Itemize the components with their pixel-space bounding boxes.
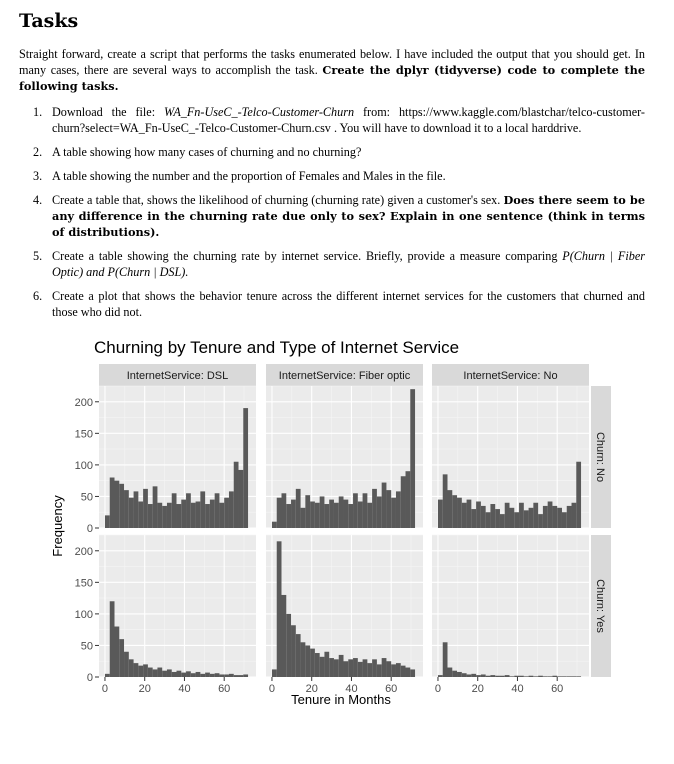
histogram-bar	[320, 496, 325, 528]
task-number: 4.	[33, 193, 43, 207]
x-tick-label: 40	[511, 683, 524, 695]
histogram-bar	[576, 676, 581, 677]
histogram-bar	[401, 476, 406, 528]
histogram-bar	[396, 663, 401, 677]
histogram-bar	[124, 652, 129, 677]
task-item-4	[19, 192, 645, 240]
histogram-bar	[291, 625, 296, 677]
histogram-bar	[186, 493, 191, 528]
histogram-bar	[129, 498, 134, 528]
histogram-bar	[344, 661, 349, 677]
histogram-bar	[524, 510, 529, 528]
histogram-bar	[234, 462, 239, 528]
histogram-bar	[572, 676, 577, 677]
x-tick-label: 60	[218, 683, 231, 695]
y-tick-label: 100	[74, 459, 93, 472]
file-name: WA_Fn-UseC_-Telco-Customer-Churn	[164, 105, 355, 119]
histogram-bar	[143, 664, 148, 677]
histogram-bar	[490, 675, 495, 677]
x-tick-label: 20	[305, 683, 318, 695]
histogram-bar	[277, 541, 282, 677]
histogram-bar	[505, 503, 510, 528]
histogram-bar	[153, 486, 158, 528]
y-tick-label: 150	[74, 577, 93, 590]
x-tick-label: 20	[138, 683, 151, 695]
y-tick-label: 50	[80, 491, 93, 504]
histogram-bar	[153, 669, 158, 677]
histogram-bar	[438, 500, 443, 528]
facet-strip-label: Churn: No	[594, 431, 606, 483]
histogram-bar	[162, 671, 167, 677]
x-tick-label: 0	[268, 683, 276, 695]
histogram-bar	[172, 672, 177, 677]
histogram-bar	[490, 504, 495, 528]
histogram-bar	[452, 671, 457, 677]
intro-paragraph	[19, 46, 645, 94]
histogram-bar	[543, 676, 548, 677]
task-text: A table showing how many cases of churning and no churning?	[52, 145, 362, 159]
task-number: 3.	[33, 169, 43, 183]
histogram-bar	[505, 675, 510, 677]
histogram-bar	[200, 491, 205, 528]
task-text: Create a plot that shows the behavior tenure across the different internet services for the customers that churned and those who did not.	[52, 289, 645, 319]
histogram-bar	[181, 673, 186, 677]
task-text: Create a table that, shows the likelihood of churning (churning rate) given a customer's sex.	[52, 193, 501, 207]
task-bold-question: Does there seem to be any difference in the churning rate due only to sex? Explain in one sentence (think in terms of distributions).	[52, 193, 646, 239]
histogram-bar	[543, 506, 548, 528]
histogram-bar	[562, 676, 567, 677]
histogram-bar	[315, 653, 320, 677]
chart-title: Churning by Tenure and Type of Internet Service	[94, 338, 460, 357]
histogram-bar	[557, 676, 562, 677]
task-item-3	[19, 168, 645, 184]
probability-expression: P(Churn | Fiber Optic) and P(Churn | DSL).	[52, 249, 646, 279]
histogram-bar	[119, 484, 124, 528]
histogram-bar	[514, 676, 519, 677]
histogram-bar	[234, 675, 239, 677]
histogram-bar	[148, 668, 153, 677]
histogram-bar	[377, 496, 382, 528]
histogram-bar	[500, 514, 505, 528]
histogram-bar	[191, 673, 196, 677]
histogram-bar	[224, 674, 229, 677]
histogram-bar	[172, 493, 177, 528]
histogram-bar	[363, 659, 368, 677]
page-title: Tasks	[19, 10, 79, 32]
y-tick-label: 0	[86, 523, 93, 535]
histogram-bar	[391, 664, 396, 677]
x-tick-label: 40	[345, 683, 358, 695]
histogram-bar	[462, 503, 467, 528]
histogram-bar	[567, 506, 572, 528]
task-number: 2.	[33, 145, 43, 159]
histogram-bar	[205, 504, 210, 528]
histogram-bar	[533, 503, 538, 528]
histogram-bar	[219, 674, 224, 677]
histogram-bar	[529, 676, 534, 677]
histogram-bar	[224, 498, 229, 528]
histogram-bar	[157, 503, 162, 528]
y-tick-label: 150	[74, 428, 93, 441]
download-url-text: from: https://www.kaggle.com/blastchar/telco-customer-churn?select=WA_Fn-UseC_-Telco-Customer-Churn.csv . You will have to download it to a local harddrive.	[52, 105, 645, 135]
histogram-bar	[239, 675, 244, 677]
histogram-bar	[210, 500, 215, 528]
histogram-bar	[324, 652, 329, 677]
histogram-bar	[157, 668, 162, 677]
histogram-bar	[576, 462, 581, 528]
histogram-bar	[215, 673, 220, 677]
histogram-bar	[386, 490, 391, 528]
histogram-bar	[291, 500, 296, 528]
histogram-bar	[196, 501, 201, 528]
histogram-bar	[471, 674, 476, 677]
y-tick-label: 0	[86, 672, 93, 684]
histogram-bar	[552, 676, 557, 677]
histogram-bar	[486, 676, 491, 677]
histogram-bar	[124, 490, 129, 528]
histogram-bar	[310, 649, 315, 677]
task-text: Create a table showing the churning rate by internet service. Briefly, provide a measure comparing	[52, 249, 558, 263]
histogram-bar	[229, 491, 234, 528]
histogram-bar	[148, 504, 153, 528]
histogram-bar	[272, 669, 277, 677]
task-number: 5.	[33, 249, 43, 263]
histogram-bar	[448, 668, 453, 677]
histogram-bar	[215, 493, 220, 528]
histogram-bar	[514, 512, 519, 528]
histogram-bar	[205, 673, 210, 677]
histogram-bar	[110, 601, 115, 677]
x-axis-label: Tenure in Months	[291, 692, 391, 707]
facet-panels	[75, 364, 611, 695]
facet-strip-label: Churn: Yes	[594, 579, 606, 633]
histogram-bar	[219, 503, 224, 528]
histogram-bar	[406, 471, 411, 528]
histogram-bar	[181, 500, 186, 528]
histogram-bar	[119, 639, 124, 677]
histogram-bar	[363, 493, 368, 528]
histogram-bar	[353, 493, 358, 528]
x-tick-label: 0	[434, 683, 442, 695]
y-tick-label: 200	[74, 396, 93, 409]
histogram-bar	[391, 498, 396, 528]
histogram-bar	[462, 673, 467, 677]
y-tick-label: 100	[74, 608, 93, 621]
y-axis-label: Frequency	[50, 495, 65, 557]
histogram-bar	[353, 658, 358, 677]
histogram-bar	[367, 663, 372, 677]
histogram-bar	[329, 500, 334, 528]
histogram-bar	[538, 676, 543, 677]
histogram-bar	[191, 503, 196, 528]
histogram-bar	[115, 481, 120, 528]
histogram-bar	[562, 512, 567, 528]
histogram-bar	[320, 657, 325, 677]
histogram-bar	[495, 509, 500, 528]
histogram-bar	[510, 508, 515, 528]
histogram-bar	[301, 508, 306, 528]
histogram-bar	[129, 659, 134, 677]
histogram-bar	[229, 674, 234, 677]
histogram-bar	[457, 498, 462, 528]
histogram-bar	[243, 674, 248, 677]
facet-strip-label: InternetService: No	[463, 370, 558, 382]
histogram-bar	[519, 676, 524, 677]
histogram-bar	[177, 671, 182, 677]
histogram-bar	[243, 408, 248, 528]
histogram-bar	[272, 522, 277, 528]
histogram-bar	[310, 501, 315, 528]
histogram-bar	[286, 614, 291, 677]
x-tick-label: 40	[178, 683, 191, 695]
histogram-bar	[329, 658, 334, 677]
histogram-bar	[486, 512, 491, 528]
histogram-bar	[305, 495, 310, 528]
task-number: 6.	[33, 289, 43, 303]
task-text: Download the file:	[52, 105, 165, 119]
histogram-bar	[467, 674, 472, 677]
x-tick-label: 20	[471, 683, 484, 695]
histogram-bar	[410, 669, 415, 677]
histogram-bar	[162, 506, 167, 528]
histogram-bar	[476, 501, 481, 528]
histogram-bar	[519, 503, 524, 528]
x-tick-label: 0	[101, 683, 109, 695]
histogram-bar	[452, 495, 457, 528]
histogram-bar	[239, 470, 244, 528]
histogram-bar	[448, 490, 453, 528]
facet-histogram-chart	[40, 336, 620, 716]
histogram-bar	[138, 666, 143, 677]
y-tick-label: 200	[74, 545, 93, 558]
histogram-bar	[200, 674, 205, 677]
histogram-bar	[196, 672, 201, 677]
histogram-bar	[382, 658, 387, 677]
histogram-bar	[500, 676, 505, 677]
histogram-bar	[358, 662, 363, 677]
histogram-bar	[443, 642, 448, 677]
panel-background	[432, 535, 589, 677]
histogram-bar	[143, 489, 148, 528]
histogram-bar	[282, 595, 287, 677]
task-text: A table showing the number and the proportion of Females and Males in the file.	[52, 169, 446, 183]
y-tick-label: 50	[80, 640, 93, 653]
histogram-bar	[348, 659, 353, 677]
task-number: 1.	[33, 105, 43, 119]
histogram-bar	[305, 645, 310, 677]
histogram-bar	[115, 627, 120, 677]
task-item-6	[19, 288, 645, 320]
histogram-bar	[334, 659, 339, 677]
histogram-bar	[167, 503, 172, 528]
histogram-bar	[301, 642, 306, 677]
histogram-bar	[105, 674, 110, 677]
histogram-bar	[401, 666, 406, 677]
histogram-bar	[186, 671, 191, 677]
histogram-bar	[134, 663, 139, 677]
histogram-bar	[344, 500, 349, 528]
histogram-bar	[334, 503, 339, 528]
facet-strip-label: InternetService: Fiber optic	[278, 370, 411, 382]
histogram-bar	[177, 504, 182, 528]
task-list	[19, 104, 645, 328]
histogram-bar	[567, 676, 572, 677]
histogram-bar	[277, 498, 282, 528]
histogram-bar	[110, 478, 115, 528]
histogram-bar	[476, 675, 481, 677]
histogram-bar	[339, 655, 344, 677]
task-item-5	[19, 248, 645, 280]
histogram-bar	[471, 509, 476, 528]
histogram-bar	[377, 664, 382, 677]
histogram-bar	[348, 504, 353, 528]
histogram-bar	[282, 493, 287, 528]
histogram-bar	[138, 501, 143, 528]
histogram-bar	[548, 676, 553, 677]
histogram-bar	[533, 676, 538, 677]
histogram-bar	[386, 661, 391, 677]
histogram-bar	[296, 634, 301, 677]
intro-text: Straight forward, create a script that performs the tasks enumerated below. I have included the output that you should get. In many cases, there are several ways to accomplish the task.	[19, 47, 645, 77]
histogram-bar	[438, 675, 443, 677]
histogram-bar	[510, 676, 515, 677]
histogram-bar	[529, 508, 534, 528]
facet-strip-label: InternetService: DSL	[126, 370, 229, 382]
histogram-bar	[410, 389, 415, 528]
histogram-bar	[315, 503, 320, 528]
histogram-bar	[210, 674, 215, 677]
histogram-bar	[481, 674, 486, 677]
histogram-bar	[443, 474, 448, 528]
histogram-bar	[382, 483, 387, 528]
x-tick-label: 60	[385, 683, 398, 695]
histogram-bar	[467, 500, 472, 528]
histogram-bar	[339, 496, 344, 528]
histogram-bar	[495, 676, 500, 677]
task-item-1	[19, 104, 645, 136]
histogram-bar	[358, 501, 363, 528]
histogram-bar	[396, 491, 401, 528]
histogram-bar	[557, 508, 562, 528]
histogram-bar	[572, 503, 577, 528]
histogram-bar	[372, 489, 377, 528]
histogram-bar	[552, 506, 557, 528]
histogram-bar	[167, 669, 172, 677]
histogram-bar	[324, 504, 329, 528]
histogram-bar	[286, 504, 291, 528]
histogram-bar	[406, 668, 411, 677]
histogram-bar	[457, 672, 462, 677]
histogram-bar	[372, 659, 377, 677]
histogram-bar	[367, 503, 372, 528]
histogram-bar	[481, 506, 486, 528]
histogram-bar	[105, 515, 110, 528]
histogram-bar	[134, 491, 139, 528]
histogram-bar	[296, 489, 301, 528]
task-item-2	[19, 144, 645, 160]
intro-bold-instruction: Create the dplyr (tidyverse) code to complete the following tasks.	[19, 63, 646, 93]
histogram-bar	[548, 501, 553, 528]
histogram-bar	[538, 514, 543, 528]
histogram-bar	[524, 676, 529, 677]
x-tick-label: 60	[551, 683, 564, 695]
